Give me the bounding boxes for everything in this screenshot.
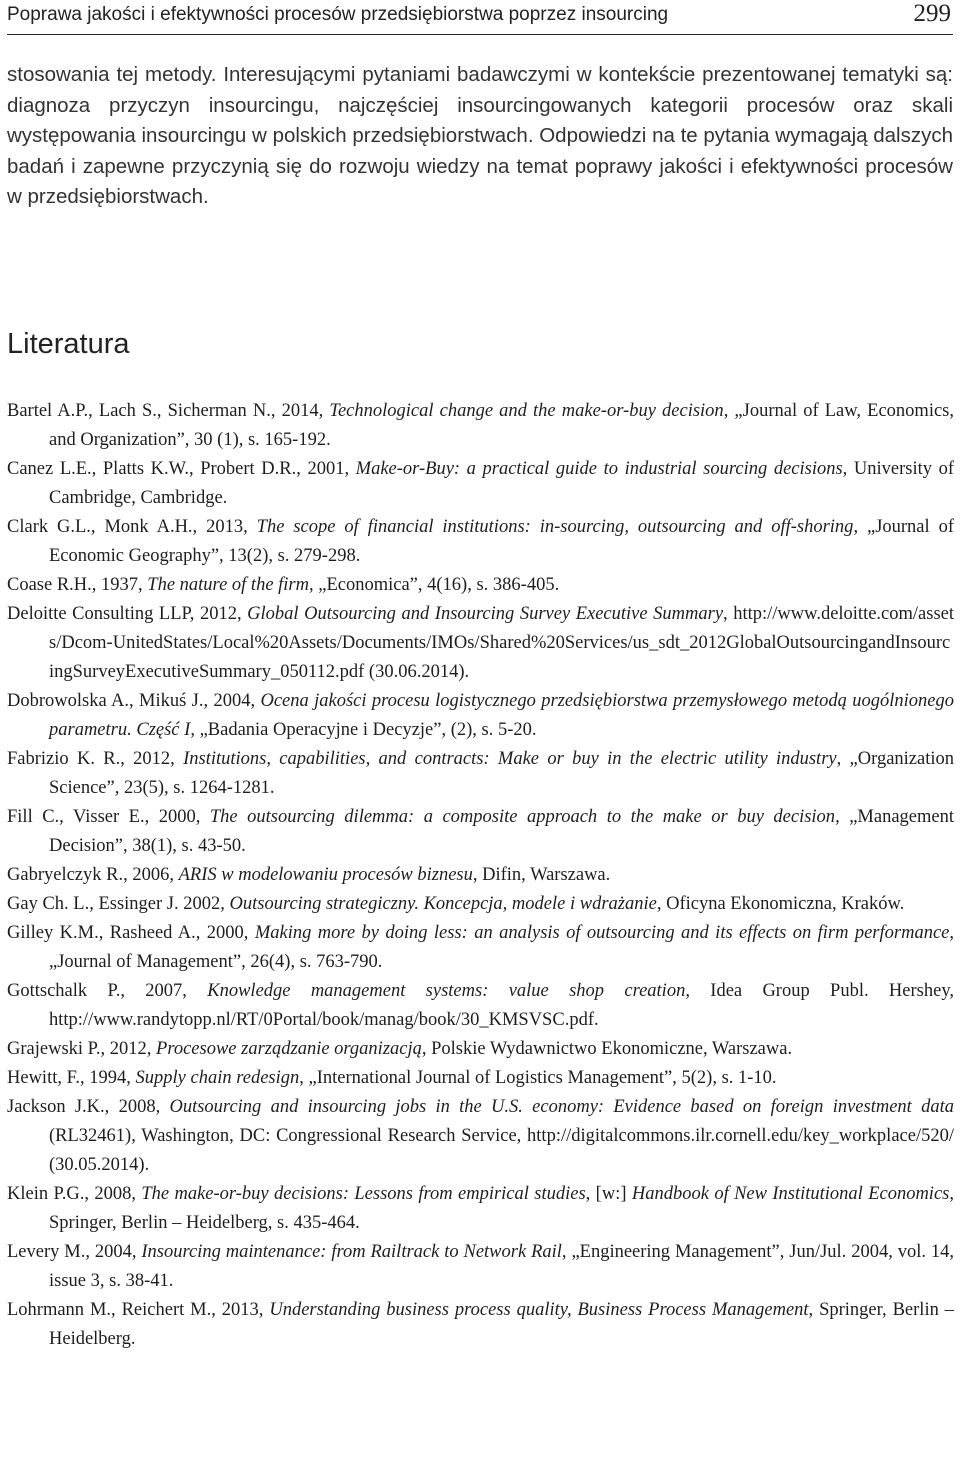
reference-item: Bartel A.P., Lach S., Sicherman N., 2014, Technological change and the make-or-buy decision, „Journal of Law, Economics, and Organization”, 30 (1), s. 165-192. bbox=[7, 401, 954, 450]
reference-item: Levery M., 2004, Insourcing maintenance: from Railtrack to Network Rail, „Engineering Management”, Jun/Jul. 2004, vol. 14, issue 3, s. 38-41. bbox=[7, 1242, 954, 1291]
running-header-title: Poprawa jakości i efektywności procesów przedsiębiorstwa poprzez insourcing bbox=[7, 4, 669, 25]
body-paragraph: stosowania tej metody. Interesującymi pytaniami badawczymi w kontekście prezentowanej tematyki są: diagnoza przyczyn insourcingu, najczęściej insourcingowanych kategorii procesów oraz skali występowania insourcingu w polskich przedsiębiorstwach. Odpowiedzi na te pytania wymagają dalszych badań i zapewne przyczynią się do rozwoju wiedzy na temat poprawy jakości i efektywności procesów w przedsiębiorstwach. bbox=[7, 63, 953, 208]
reference-item: Deloitte Consulting LLP, 2012, Global Outsourcing and Insourcing Survey Executive Summary, http://www.deloitte.com/assets/Dcom-UnitedStates/Local%20Assets/Documents/IMOs/Shared%20Services/us_sdt_2012GlobalOutsourcingandInsourcingSurveyExecutiveSummary_050112.pdf (30.06.2014). bbox=[7, 604, 954, 682]
reference-item: Fill C., Visser E., 2000, The outsourcing dilemma: a composite approach to the make or buy decision, „Management Decision”, 38(1), s. 43-50. bbox=[7, 807, 954, 856]
reference-item: Gabryelczyk R., 2006, ARIS w modelowaniu procesów biznesu, Difin, Warszawa. bbox=[7, 865, 611, 885]
section-heading-literatura: Literatura bbox=[7, 328, 130, 360]
reference-item: Gottschalk P., 2007, Knowledge management systems: value shop creation, Idea Group Publ. Hershey, http://www.randytopp.nl/RT/0Portal/book/manag/book/30_KMSVSC.pdf. bbox=[7, 981, 954, 1030]
reference-list bbox=[7, 397, 954, 1354]
reference-item: Clark G.L., Monk A.H., 2013, The scope of financial institutions: in-sourcing, outsourcing and off-shoring, „Journal of Economic Geography”, 13(2), s. 279-298. bbox=[7, 517, 954, 566]
reference-item: Lohrmann M., Reichert M., 2013, Understanding business process quality, Business Process Management, Springer, Berlin – Heidelberg. bbox=[7, 1300, 954, 1349]
reference-item: Hewitt, F., 1994, Supply chain redesign, „International Journal of Logistics Management”, 5(2), s. 1-10. bbox=[7, 1068, 777, 1088]
reference-item: Dobrowolska A., Mikuś J., 2004, Ocena jakości procesu logistycznego przedsiębiorstwa przemysłowego metodą uogólnionego parametru. Część I, „Badania Operacyjne i Decyzje”, (2), s. 5-20. bbox=[7, 691, 954, 740]
page-number: 299 bbox=[913, 0, 951, 27]
reference-item: Jackson J.K., 2008, Outsourcing and insourcing jobs in the U.S. economy: Evidence based on foreign investment data (RL32461), Washington, DC: Congressional Research Service, http://digitalcommons.ilr.cornell.edu/key_workplace/520/ (30.05.2014). bbox=[7, 1097, 954, 1175]
reference-item: Gilley K.M., Rasheed A., 2000, Making more by doing less: an analysis of outsourcing and its effects on firm performance, „Journal of Management”, 26(4), s. 763-790. bbox=[7, 923, 955, 972]
running-header bbox=[7, 0, 953, 35]
reference-item: Grajewski P., 2012, Procesowe zarządzanie organizacją, Polskie Wydawnictwo Ekonomiczne, Warszawa. bbox=[7, 1039, 793, 1059]
reference-item: Gay Ch. L., Essinger J. 2002, Outsourcing strategiczny. Koncepcja, modele i wdrażanie, Oficyna Ekonomiczna, Kraków. bbox=[7, 894, 905, 914]
reference-item: Canez L.E., Platts K.W., Probert D.R., 2001, Make-or-Buy: a practical guide to industrial sourcing decisions, University of Cambridge, Cambridge. bbox=[7, 459, 955, 508]
reference-item: Klein P.G., 2008, The make-or-buy decisions: Lessons from empirical studies, [w:] Handbook of New Institutional Economics, Springer, Berlin – Heidelberg, s. 435-464. bbox=[7, 1184, 954, 1233]
reference-item: Coase R.H., 1937, The nature of the firm, „Economica”, 4(16), s. 386-405. bbox=[7, 575, 560, 595]
reference-item: Fabrizio K. R., 2012, Institutions, capabilities, and contracts: Make or buy in the electric utility industry, „Organization Science”, 23(5), s. 1264-1281. bbox=[7, 749, 954, 798]
